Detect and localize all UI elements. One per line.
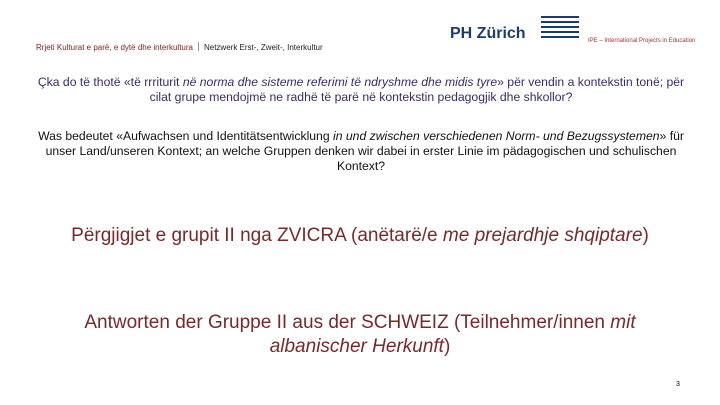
heading-albanian: Përgjigjet e grupit II nga ZVICRA (anëtarë/e me prejardhje shqiptare) xyxy=(71,225,649,246)
header-separator xyxy=(198,42,199,51)
ph-zurich-logo: PH Zürich xyxy=(450,25,526,42)
header-org-german: Netzwerk Erst-, Zweit-, Interkultur xyxy=(203,43,323,52)
question-albanian: Çka do të thotë «të rrriturit në norma dhe sisteme referimi të ndryshme dhe midis tyre» për vendin a kontekstin tonë; për cilat grupe mendojmë ne radhë të parë në kontekstin pedagogjik dhe shkollor? xyxy=(37,75,685,104)
header-org-albanian: Rrjeti Kulturat e parë, e dytë dhe interkultura xyxy=(36,43,193,52)
logo-subtitle: IPE – International Projects in Education xyxy=(588,38,696,44)
header-organizations xyxy=(36,42,323,52)
page-number: 3 xyxy=(676,381,680,388)
heading-german: Antworten der Gruppe II aus der SCHWEIZ (Teilnehmer/innen mit albanischer Herkunft) xyxy=(84,312,636,357)
logo-bars-icon xyxy=(541,16,579,41)
question-german: Was bedeutet «Aufwachsen und Identitätsentwicklung in und zwischen verschiedenen Norm- und Bezugssystemen» für unser Land/unseren Kontext; an welche Gruppen denken wir dabei in erster Linie im pädagogischen und schulischen Kontext? xyxy=(38,129,684,173)
